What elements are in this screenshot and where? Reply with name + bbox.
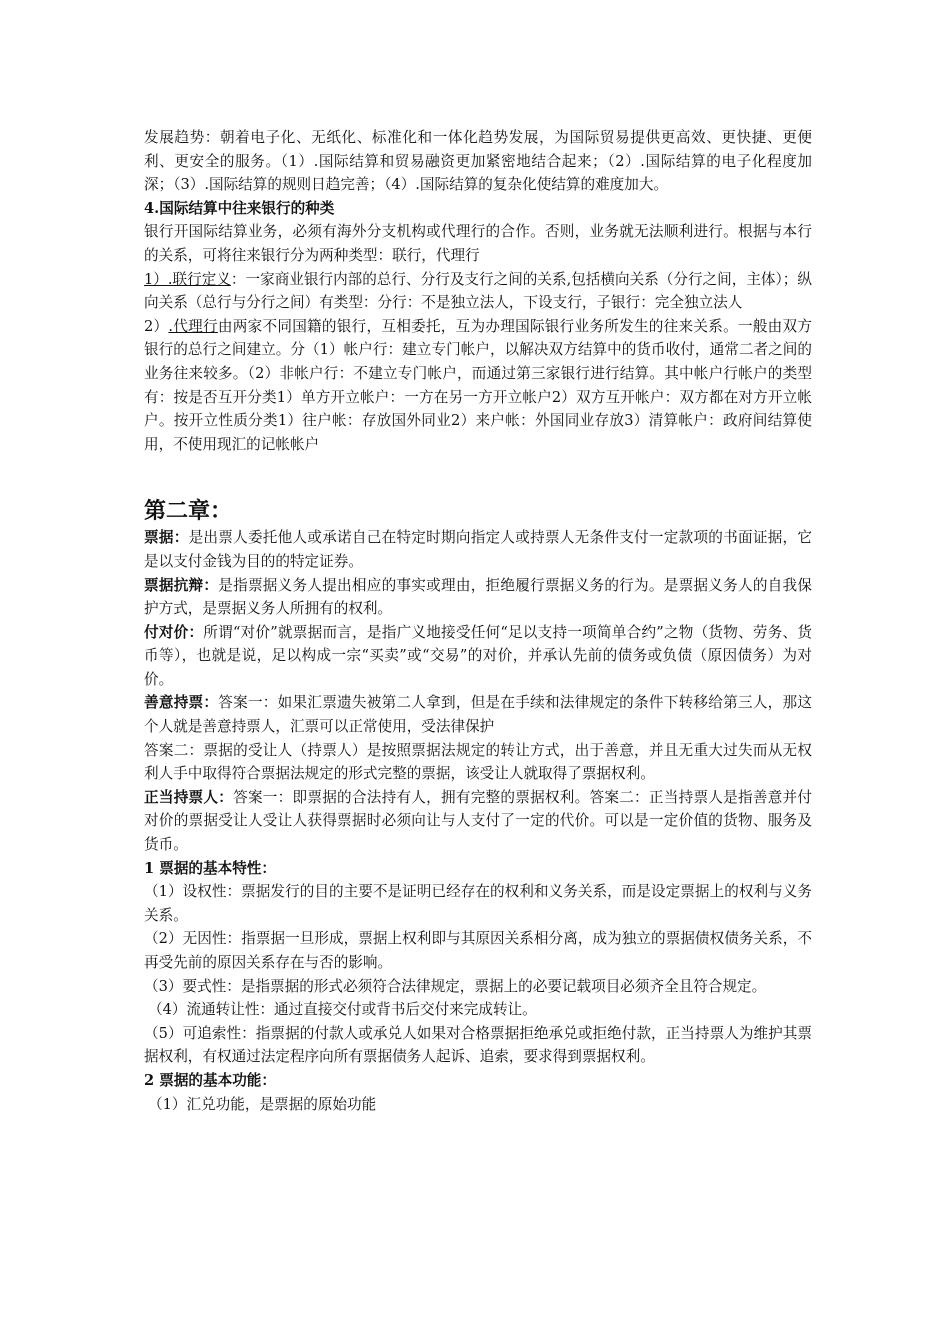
trait-item: （4）流通转让性：通过直接交付或背书后交付来完成转让。 <box>148 1001 537 1019</box>
shanyi-label: 善意持票： <box>144 694 219 712</box>
lianhang-label: 1）.联行定义 <box>144 270 231 288</box>
dailihang-paragraph <box>144 315 812 457</box>
correspondent-intro-paragraph: 银行开国际结算业务，必须有海外分支机构或代理行的合作。否则，业务就无法顺利进行。根据与本行的关系，可将往来银行分为两种类型：联行，代理行 <box>144 223 812 264</box>
shanyi-answer-two: 答案二：票据的受让人（持票人）是按照票据法规定的转让方式，出于善意，并且无重大过失而从无权利人手中取得符合票据法规定的形式完整的票据，该受让人就取得了票据权利。 <box>144 741 812 783</box>
kangbian-definition <box>144 574 812 621</box>
trait-item: （1）设权性：票据发行的目的主要不是证明已经存在的权利和义务关系，而是设定票据上的权利与义务关系。 <box>144 883 812 924</box>
chapter-title: 第二章： <box>144 498 233 525</box>
dailihang-text: 由两家不同国籍的银行，互相委托，互为办理国际银行业务所发生的往来关系。一般由双方银行的总行之间建立。分（1）帐户行：建立专门帐户，以解决双方结算中的货币收付，通常二者之间的业务往来较多。（2）非帐户行：不建立专门帐户，而通过第三家银行进行结算。其中帐户行帐户的类型有：按是否互开分类1）单方开立帐户：一方在另一方开立帐户2）双方互开帐户：双方都在对方开立帐户。按开立性质分类1）往户帐：存放国外同业2）来户帐：外国同业存放3）清算帐户：政府间结算使用，不使用现汇的记帐帐户 <box>144 317 812 453</box>
zhengdang-label: 正当持票人： <box>144 788 234 806</box>
piaoju-label: 票据： <box>144 529 189 547</box>
kangbian-text: 是指票据义务人提出相应的事实或理由，拒绝履行票据义务的行为。是票据义务人的自我保护方式，是票据义务人所拥有的权利。 <box>144 576 812 618</box>
section-heading-correspondent-banks: 4.国际结算中往来银行的种类 <box>144 199 335 217</box>
function-item: （1）汇兑功能，是票据的原始功能 <box>148 1095 377 1113</box>
dailihang-label: .代理行 <box>168 317 218 335</box>
trait-item: （3）要式性：是指票据的形式必须符合法律规定，票据上的必要记载项目必须齐全且符合规定。 <box>144 977 767 995</box>
kangbian-label: 票据抗辩： <box>144 576 219 594</box>
trait-item: （2）无因性：指票据一旦形成，票据上权利即与其原因关系相分离，成为独立的票据债权债务关系，不再受先前的原因关系存在与否的影响。 <box>144 930 812 971</box>
zhengdang-text: 答案一：即票据的合法持有人，拥有完整的票据权利。答案二：正当持票人是指善意并付对价的票据受让人受让人获得票据时必须向让与人支付了一定的代价。可以是一定价值的货物、服务及货币。 <box>144 788 812 854</box>
document-body <box>144 126 812 1116</box>
duijia-label: 付对价： <box>144 623 204 641</box>
lianhang-paragraph <box>144 268 812 315</box>
zhengdang-definition <box>144 786 812 857</box>
shanyi-definition <box>144 691 812 738</box>
duijia-definition <box>144 621 812 692</box>
shanyi-text: 答案一：如果汇票遗失被第二人拿到，但是在手续和法律规定的条件下转移给第三人，那这个人就是善意持票人，汇票可以正常使用，受法律保护 <box>144 694 812 736</box>
trend-paragraph: 发展趋势：朝着电子化、无纸化、标准化和一体化趋势发展，为国际贸易提供更高效、更快捷、更便利、更安全的服务。（1）.国际结算和贸易融资更加紧密地结合起来；（2）.国际结算的电子化程度加深；（3）.国际结算的规则日趋完善；（4）.国际结算的复杂化使结算的难度加大。 <box>144 129 812 194</box>
duijia-text: 所谓“对价”就票据而言，是指广义地接受任何“足以支持一项简单合约”之物（货物、劳务、货币等），也就是说，足以构成一宗“买卖”或“交易”的对价，并承认先前的债务或负债（原因债务）为对价。 <box>144 623 812 688</box>
lianhang-text: ：一家商业银行内部的总行、分行及支行之间的关系,包括横向关系（分行之间，主体）；纵向关系（总行与分行之间）有类型：分行：不是独立法人，下设支行，子银行：完全独立法人 <box>144 270 812 312</box>
dailihang-prefix: 2） <box>144 317 169 335</box>
trait-item: （5）可追索性：指票据的付款人或承兑人如果对合格票据拒绝承兑或拒绝付款，正当持票人为维护其票据权利，有权通过法定程序向所有票据债务人起诉、追索，要求得到票据权利。 <box>144 1024 812 1066</box>
piaoju-definition <box>144 526 812 573</box>
functions-heading: 2 票据的基本功能： <box>144 1071 276 1089</box>
piaoju-text: 是出票人委托他人或承诺自己在特定时期向指定人或持票人无条件支付一定款项的书面证据，它是以支付金钱为目的的特定证券。 <box>144 529 812 570</box>
traits-heading: 1 票据的基本特性： <box>144 859 276 877</box>
